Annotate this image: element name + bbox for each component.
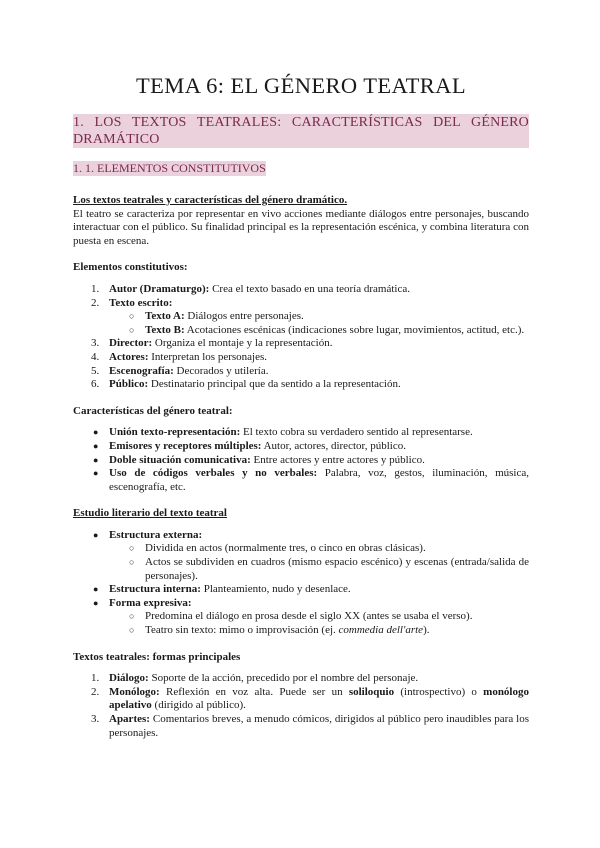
intro-section [73,194,529,248]
formas-heading: Textos teatrales: formas principales [73,650,241,663]
circle-bullet-icon: ○ [129,324,135,335]
list-item: 4. Actores: Interpretan los personajes. [91,350,268,363]
list-item: 1. Diálogo: Soporte de la acción, precedido por el nombre del personaje. [91,672,419,685]
estudio-heading: Estudio literario del texto teatral [73,507,227,520]
list-item: ○ Actos se subdividen en cuadros (mismo espacio escénico) y escenas (entrada/salida de personajes). [129,556,529,582]
list-item: ○ Dividida en actos (normalmente tres, o cinco en obras clásicas). [129,542,426,555]
section-heading-1-1: 1. 1. ELEMENTOS CONSTITUTIVOS [73,161,266,175]
elementos-heading: Elementos constitutivos: [73,261,188,274]
list-item: 6. Público: Destinatario principal que da sentido a la representación. [91,378,401,391]
texto-sublist [109,310,529,337]
bullet-icon: ● [93,597,99,608]
list-item: ● Unión texto-representación: El texto cobra su verdadero sentido al representarse. [93,426,473,439]
circle-bullet-icon: ○ [129,611,135,622]
bullet-icon: ● [93,427,99,438]
list-item: ○ Texto B: Acotaciones escénicas (indicaciones sobre lugar, movimientos, actitud, etc.). [129,323,525,336]
intro-paragraph: El teatro se caracteriza por representar en vivo acciones mediante diálogos entre personajes, buscando interactuar con el público. Su finalidad principal es la representación escénica, y combina literatura con puesta en escena. [73,207,529,247]
list-item: ● Emisores y receptores múltiples: Autor, actores, director, público. [93,439,406,452]
forma-sublist [109,610,529,637]
circle-bullet-icon: ○ [129,311,135,322]
circle-bullet-icon: ○ [129,543,135,554]
caracteristicas-heading: Características del género teatral: [73,404,233,417]
bullet-icon: ● [93,529,99,540]
circle-bullet-icon: ○ [129,557,135,568]
caracteristicas-list [73,426,529,494]
formas-list [73,672,529,740]
list-item: ● Uso de códigos verbales y no verbales: Palabra, voz, gestos, iluminación, música, escenografía, etc. [93,467,530,493]
estudio-list [73,529,529,638]
list-item: 3. Director: Organiza el montaje y la representación. [91,337,333,350]
intro-heading: Los textos teatrales y características del género dramático. [73,194,348,206]
list-item: ● Estructura interna: Planteamiento, nudo y desenlace. [93,583,351,596]
list-item: 1. Autor (Dramaturgo): Crea el texto basado en una teoría dramática. [91,282,410,295]
estudio-section [73,507,529,637]
list-item: ● Estructura externa: ○ Dividida en actos (normalmente tres, o cinco en obras clásicas). ○ Actos se subdividen en cuadros (mismo espacio escénico) y escenas (entrada/salida de personajes). [93,528,529,582]
bullet-icon: ● [93,454,99,465]
list-item: ○ Texto A: Diálogos entre personajes. [129,310,304,323]
section-heading-1-line2: DRAMÁTICO [73,132,160,147]
section-heading-1 [73,114,529,148]
elementos-section [73,261,529,391]
list-item: ● Doble situación comunicativa: Entre actores y entre actores y público. [93,453,425,466]
list-item: ○ Predomina el diálogo en prosa desde el siglo XX (antes se usaba el verso). [129,610,473,623]
page-title: TEMA 6: EL GÉNERO TEATRAL [136,73,466,98]
list-item: 2. Monólogo: Reflexión en voz alta. Puede ser un soliloquio (introspectivo) o monólogo apelativo (dirigido al público). [91,685,529,712]
list-item: 3. Apartes: Comentarios breves, a menudo cómicos, dirigidos al público pero inaudibles para los personajes. [91,713,529,739]
elementos-list [73,283,529,392]
list-item: 5. Escenografía: Decorados y utilería. [91,364,269,377]
caracteristicas-section [73,405,529,495]
section-heading-1-line1: 1. LOS TEXTOS TEATRALES: CARACTERÍSTICAS DEL GÉNERO [73,115,529,130]
list-item: 2. Texto escrito: ○ Texto A: Diálogos entre personajes. ○ Texto B: Acotaciones escénicas (indicaciones sobre lugar, movimientos, actitud, etc.). [73,297,529,338]
list-item: ● Forma expresiva: ○ Predomina el diálogo en prosa desde el siglo XX (antes se usaba el verso). ○ Teatro sin texto: mimo o improvisación (ej. commedia dell'arte). [73,597,529,638]
bullet-icon: ● [93,468,99,479]
list-item: ○ Teatro sin texto: mimo o improvisación (ej. commedia dell'arte). [129,624,430,637]
bullet-icon: ● [93,440,99,451]
circle-bullet-icon: ○ [129,625,135,636]
externa-sublist [109,542,529,583]
bullet-icon: ● [93,584,99,595]
formas-section [73,651,529,741]
